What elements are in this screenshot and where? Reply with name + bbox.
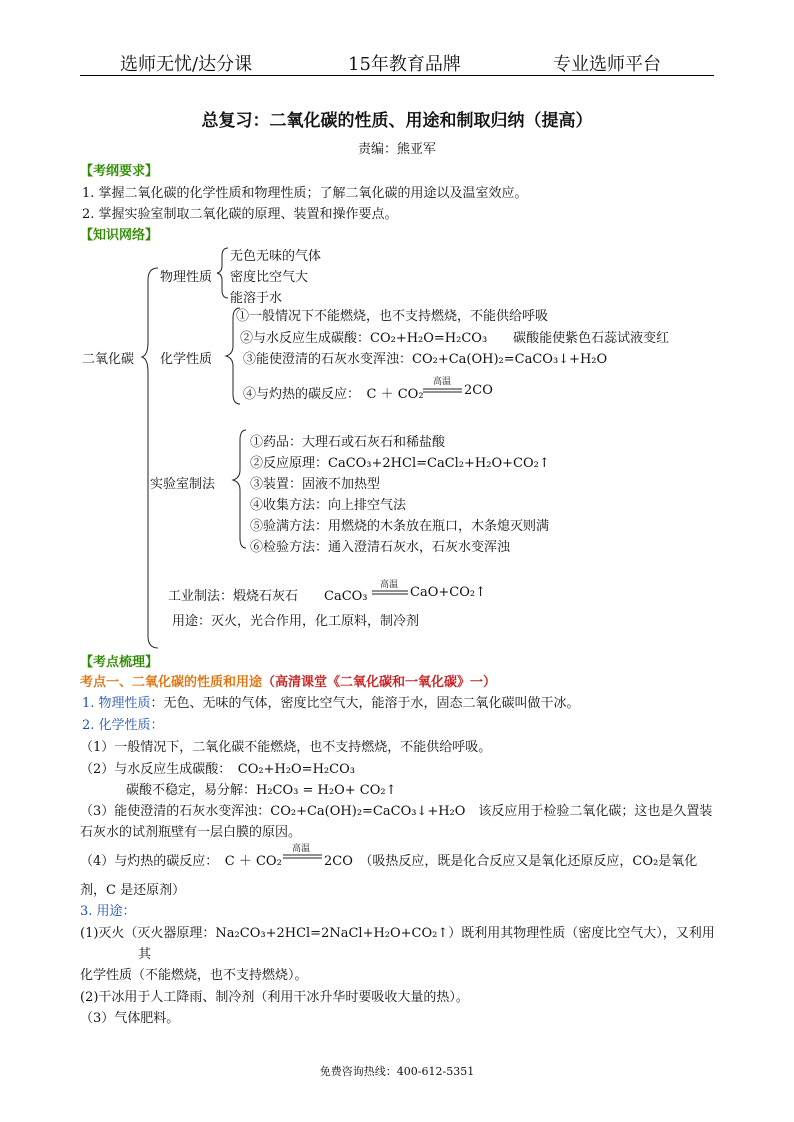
chem-prop-4a-rest: 2CO （吸热反应，既是化合反应又是氧化还原反应，CO₂是氧化 xyxy=(324,854,698,869)
lab-item: ⑤验满方法：用燃烧的木条放在瓶口，木条熄灭则满 xyxy=(250,519,550,534)
network-heading: 【知识网络】 xyxy=(80,228,159,243)
physical-label: 物理性质 xyxy=(160,270,213,285)
header-right: 专业选师平台 xyxy=(553,54,661,75)
point1-link[interactable]: （高清课堂《二氧化碳和一氧化碳》一） xyxy=(262,675,497,690)
chem-prop-3b: 石灰水的试剂瓶壁有一层白膜的原因。 xyxy=(80,825,302,840)
exam-item-1: 1. 掌握二氧化碳的化学性质和物理性质；了解二氧化碳的用途以及温室效应。 xyxy=(82,186,528,201)
chem-prop-1: （1）一般情况下，二氧化碳不能燃烧，也不支持燃烧，不能供给呼吸。 xyxy=(80,740,492,755)
footer-hotline: 免费咨询热线：400-612-5351 xyxy=(319,1065,475,1078)
chemical-item: ④与灼热的碳反应： C ＋ CO₂ xyxy=(243,387,424,402)
chemical-item: ②与水反应生成碳酸：CO₂+H₂O=H₂CO₃ 碳酸能使紫色石蕊试液变红 xyxy=(240,331,670,346)
chem-prop-4b: 剂，C 是还原剂） xyxy=(80,883,186,898)
page-title: 总复习：二氧化碳的性质、用途和制取归纳（提高） xyxy=(201,111,593,131)
exam-heading: 【考纲要求】 xyxy=(80,164,159,179)
points-heading: 【考点梳理】 xyxy=(80,655,159,670)
p3-label: 3. 用途： xyxy=(80,904,136,919)
p2-label: 2. 化学性质： xyxy=(82,718,164,733)
chemical-item: ③能使澄清的石灰水变浑浊：CO₂+Ca(OH)₂=CaCO₃↓+H₂O xyxy=(243,352,608,367)
industry-method: 工业制法：煅烧石灰石 CaCO₃ xyxy=(168,589,368,604)
physical-item: 能溶于水 xyxy=(230,291,283,306)
lab-item: ③装置：固液不加热型 xyxy=(250,477,381,492)
chem-prop-3a: （3）能使澄清的石灰水变浑浊：CO₂+Ca(OH)₂=CaCO₃↓+H₂O 该反应用于检验二氧化碳；这也是久置装 xyxy=(80,804,713,819)
chemical-item: ①一般情况下不能燃烧，也不支持燃烧，不能供给呼吸 xyxy=(236,309,549,324)
header-center: 15年教育品牌 xyxy=(348,54,461,75)
use-1a: (1)灭火（灭火器原理：Na₂CO₃+2HCl=2NaCl+H₂O+CO₂↑）既利用其物理性质（密度比空气大），又利用 xyxy=(80,926,715,941)
physical-props xyxy=(82,692,580,711)
chem-prop-4a: （4）与灼热的碳反应： C ＋ CO₂ xyxy=(80,854,282,869)
lab-label: 实验室制法 xyxy=(150,477,216,492)
chemical-product: 2CO xyxy=(464,383,493,398)
lab-item: ②反应原理：CaCO₃+2HCl=CaCl₂+H₂O+CO₂↑ xyxy=(250,456,550,471)
condition-label: 高温 xyxy=(380,580,399,590)
physical-item: 无色无味的气体 xyxy=(230,249,322,264)
condition-label: 高温 xyxy=(292,844,311,854)
network-root: 二氧化碳 xyxy=(82,352,135,367)
editor-line: 责编：熊亚军 xyxy=(357,142,436,157)
header-left: 选师无忧/达分课 xyxy=(120,54,253,75)
physical-item: 密度比空气大 xyxy=(230,270,309,285)
p1-text: ：无色、无味的气体，密度比空气大，能溶于水，固态二氧化碳叫做干冰。 xyxy=(150,696,580,711)
exam-item-2: 2. 掌握实验室制取二氧化碳的原理、装置和操作要点。 xyxy=(82,207,398,222)
uses-line: 用途：灭火，光合作用，化工原料，制冷剂 xyxy=(172,614,420,629)
use-2: (2)干冰用于人工降雨、制冷剂（利用干冰升华时要吸收大量的热）。 xyxy=(80,990,469,1005)
industry-product: CaO+CO₂↑ xyxy=(410,585,486,600)
lab-item: ①药品：大理石或石灰石和稀盐酸 xyxy=(250,435,446,450)
condition-label: 高温 xyxy=(433,377,452,387)
point1-title xyxy=(80,671,496,690)
use-1b: 其 xyxy=(138,947,152,962)
lab-item: ④收集方法：向上排空气法 xyxy=(250,498,407,513)
lab-item: ⑥检验方法：通入澄清石灰水，石灰水变浑浊 xyxy=(250,540,511,555)
chem-prop-2: （2）与水反应生成碳酸： CO₂+H₂O=H₂CO₃ xyxy=(80,762,355,777)
chemical-label: 化学性质 xyxy=(160,352,213,367)
p1-label: 1. 物理性质 xyxy=(82,696,151,711)
use-3: （3）气体肥料。 xyxy=(80,1011,180,1026)
chem-prop-2b: 碳酸不稳定，易分解：H₂CO₃ = H₂O+ CO₂↑ xyxy=(126,783,397,798)
use-1c: 化学性质（不能燃烧，也不支持燃烧）。 xyxy=(80,968,308,983)
point1-title-text: 考点一、二氧化碳的性质和用途 xyxy=(80,675,263,690)
